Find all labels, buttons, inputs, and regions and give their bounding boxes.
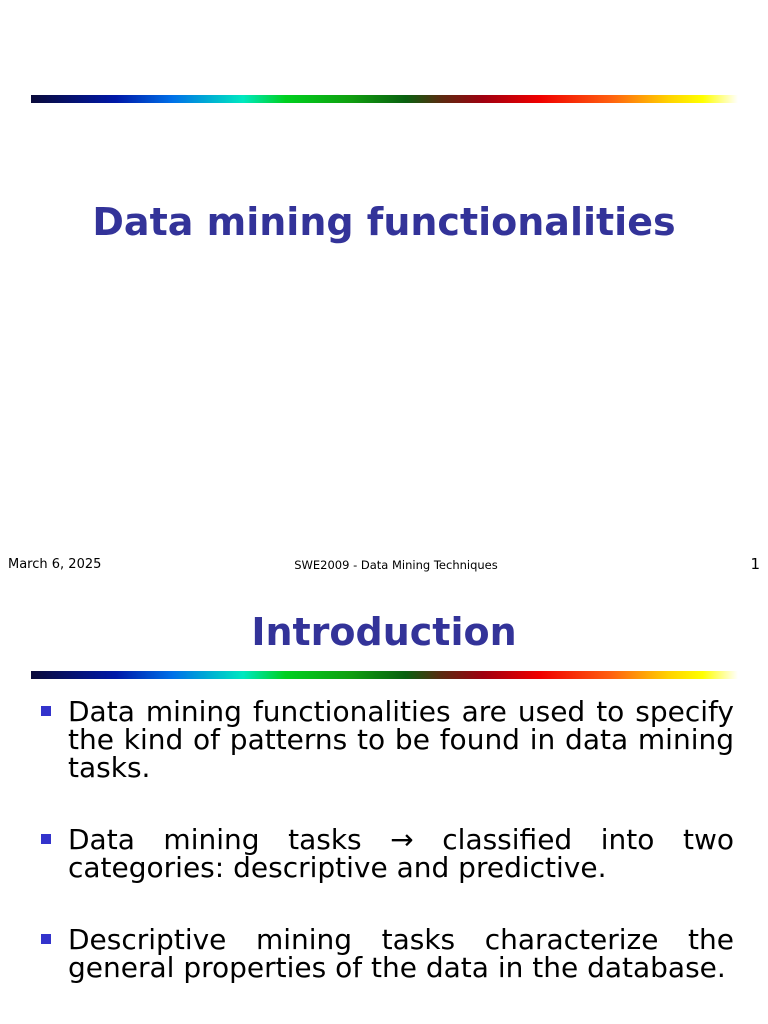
square-bullet-icon — [41, 834, 51, 844]
footer-date: March 6, 2025 — [8, 557, 102, 572]
footer-course: SWE2009 - Data Mining Techniques — [294, 558, 498, 572]
slide-title: Data mining functionalities — [92, 200, 676, 244]
list-item — [0, 823, 768, 884]
slide-title: Introduction — [251, 610, 517, 654]
rainbow-divider — [31, 671, 738, 679]
bullet-text: Data mining functionalities are used to specify the kind of patterns to be found in data mining tasks. — [68, 695, 734, 784]
square-bullet-icon — [41, 706, 51, 716]
rainbow-divider — [31, 95, 738, 103]
list-item — [0, 695, 768, 784]
list-item — [0, 923, 768, 984]
bullet-text: Descriptive mining tasks characterize the general properties of the data in the database. — [68, 923, 734, 984]
bullet-text: Data mining tasks → classified into two categories: descriptive and predictive. — [68, 823, 734, 884]
square-bullet-icon — [41, 934, 51, 944]
bullet-list — [0, 695, 768, 1024]
footer-page-number: 1 — [750, 555, 760, 573]
slide-2 — [0, 580, 768, 1024]
